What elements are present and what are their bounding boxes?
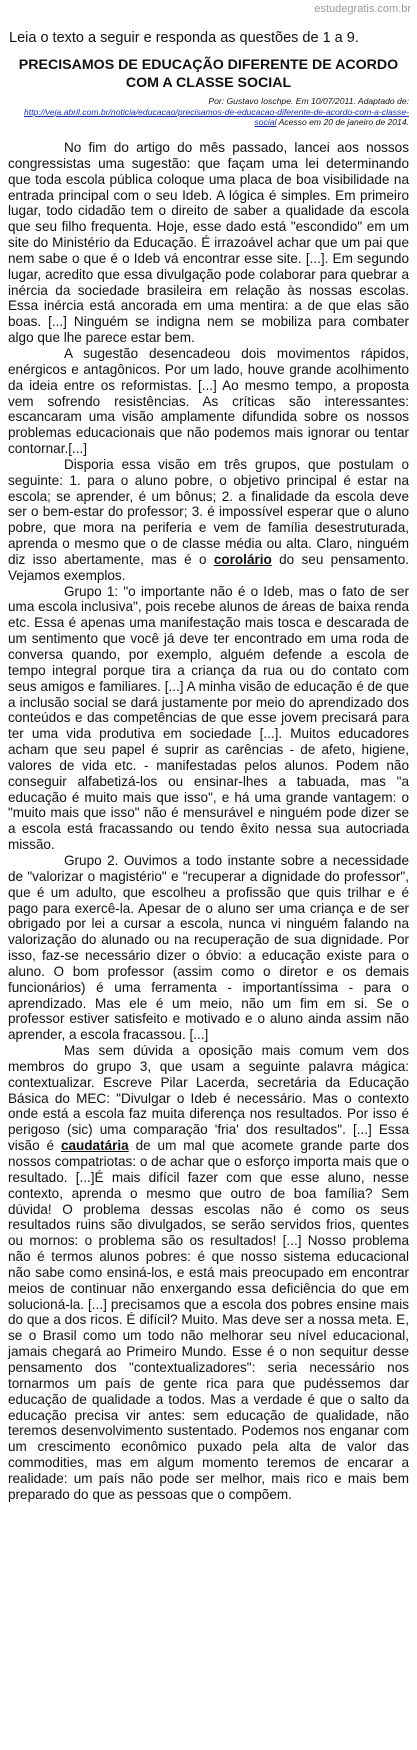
author-byline: Por: Gustavo Ioschpe. Em 10/07/2011. Adaptado de: [208, 96, 409, 106]
paragraph-3-text-end: do seu pensamento. Vejamos exemplos. [8, 551, 409, 583]
paragraph-2: A sugestão desencadeou dois movimentos rápidos, enérgicos e antagônicos. Por um lado, houve grande acolhimento da ideia entre os reformistas. [...] Ao mesmo tempo, a proposta vem sofrendo resistências. As críticas são interessantes: escancaram uma visão amplamente difundida sobre os nossos problemas educacionais que não podemos mais ignorar ou tentar contornar.[...] [8, 345, 409, 457]
instructions: Leia o texto a seguir e responda as questões de 1 a 9. [9, 30, 359, 46]
article-title: PRECISAMOS DE EDUCAÇÃO DIFERENTE DE ACORDO COM A CLASSE SOCIAL [18, 57, 399, 91]
paragraph-6-text-end: de um mal que acomete grande parte dos nossos compatriotas: o de achar que o esforço importa mais que o resultado. [...]É mais difícil fazer com que esse aluno, nesse contexto, aprenda o mesmo que outro de boa família? Sem dúvida! O problema dessas escolas não é como os seus resultados ruins são divulgados, se serão servidos frios, quentes ou mornos: o problema são os resultados! [...] Nosso problema não é termos alunos pobres: é que nosso sistema educacional não sabe como ensiná-los, e está mais preocupado em encontrar meios de continuar não enxergando essa deficiência do que em solucioná-la. [...] precisamos que a escola dos pobres ensine mais do que a dos ricos. É difícil? Muito. Mas deve ser a nossa meta. E, se o Brasil como um todo não melhorar seu nível educacional, jamais chegará ao Primeiro Mundo. Esse é o non sequitur desse pensamento dos "contextualizadores": seria necessário nos tornarmos um país de gente rica para que pudéssemos dar educação de qualidade a todos. Mas a verdade é que o salto da educação precisa vir antes: sem educação de qualidade, não teremos desenvolvimento sustentado. Podemos nos enganar com um crescimento econômico puxado pela alta de valor das commodities, mas em algum momento teremos de encarar a realidade: um país não pode ser melhor, mais rico e mais bem preparado do que as pessoas que o compõem. [8, 1138, 409, 1502]
paragraph-4: Grupo 1: "o importante não é o Ideb, mas o fato de ser uma escola inclusiva", pois recebe alunos de áreas de baixa renda etc. Essa é apenas uma manifestação mais tosca e descarada de um sentimento que você já deve ter encontrado em uma roda de conversa quando, por exemplo, alguém defende a escola de tempo integral porque tira a criança da rua ou do contato com seus amigos e familiares. [...] A minha visão de educação é de que a inclusão social se dará justamente por meio do aprendizado dos conteúdos e das competências de que esse jovem precisará para ter uma vida produtiva em sociedade [...]. Muitos educadores acham que seu papel é suprir as carências - de afeto, higiene, valores de vida etc. - manifestadas pelos alunos. Podem não conseguir alfabetizá-los ou ensinar-lhes a tabuada, mas "a educação é muito mais que isso", e há uma grande vantagem: o "muito mais que isso" não é mensurável e ninguém pode dizer se a escola está fracassando ou tendo êxito nessa sua autocriada missão. [8, 583, 409, 853]
access-date: Acesso em 20 de janeiro de 2014. [278, 117, 409, 127]
paragraph-3 [8, 457, 409, 584]
paragraph-5: Grupo 2. Ouvimos a todo instante sobre a necessidade de "valorizar o magistério" e "recuperar a dignidade do professor", que é um adulto, que escolheu a profissão que quis trilhar e é pago para exercê-la. Apesar de o aluno ser uma criança e de ser obrigado por lei a cursar a escola, nunca vi ninguém falando na valorização do alunado ou na recuperação de sua dignidade. Por isso, faz-se necessário dizer o óbvio: a educação existe para o aluno. O bom professor (assim como o diretor e os demais funcionários) é uma ferramenta - importantíssima - para o aprendizado. Mas ele é um meio, não um fim em si. Se o professor estiver satisfeito e motivado e o aluno ainda assim não aprender, a escola fracassou. [...] [8, 852, 409, 1043]
keyword-caudataria: caudatária [60, 1138, 129, 1154]
paragraph-6-text: Mas sem dúvida a oposição mais comum vem dos membros do grupo 3, que usam a seguinte palavra mágica: contextualizar. Escreve Pilar Lacerda, secretária da Educação Básica do MEC: "Divulgar o Ideb é necessário. Mas o contexto onde está a escola faz muita diferença nos resultados. Por isso é perigoso (sic) uma comparação 'fria' dos resultados". [...] Essa visão é [8, 1043, 409, 1154]
source-link[interactable]: http://veja.abril.com.br/noticia/educacao/precisamos-de-educacao-diferente-de-acordo-com-a-classe-social [24, 106, 409, 127]
paragraph-1: No fim do artigo do mês passado, lancei aos nossos congressistas uma sugestão: que façam uma lei determinando que toda escola pública coloque uma placa de boa visibilidade na entrada principal com o seu Ideb. A lógica é simples. Em primeiro lugar, todo cidadão tem o direito de saber a qualidade da escola que seu filho frequenta. Hoje, esse dado está "escondido" em um site do Ministério da Educação. É irrazoável achar que um pai que nem sabe o que é o Ideb vá encontrar esse site. [...]. Em segundo lugar, acredito que essa divulgação pode colaborar para quebrar a inércia da sociedade brasileira em relação às nossas escolas. Essa inércia está ancorada em uma mentira: a de que elas são boas. [...] Ninguém se indigna nem se mobiliza para combater algo que lhe parece estar bem. [8, 140, 409, 346]
paragraph-3-text: Disporia essa visão em três grupos, que postulam o seguinte: 1. para o aluno pobre, o objetivo principal é estar na escola; se aprender, é um bônus; 2. a finalidade da escola deve ser o bem-estar do professor; 3. é impossível esperar que o aluno pobre, que mora na periferia e vem de família desestruturada, aprenda o mesmo que o de classe média ou alta. Claro, ninguém diz isso abertamente, mas é o [8, 456, 409, 567]
source-credit [8, 96, 409, 128]
article-body [8, 140, 409, 1503]
keyword-corolario: corolário [213, 551, 272, 567]
paragraph-6 [8, 1043, 409, 1502]
site-watermark: estudegratis.com.br [314, 3, 411, 15]
